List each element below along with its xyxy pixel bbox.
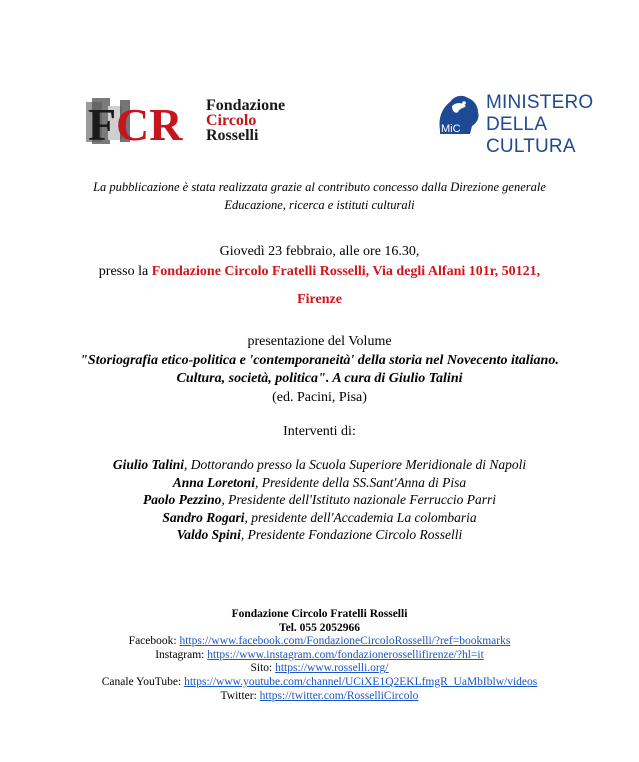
fcr-word-rosselli: Rosselli xyxy=(206,127,259,144)
credit-line-1: La pubblicazione è stata realizzata grazie al contributo concesso dalla Direzione generale xyxy=(93,180,546,194)
site-label: Sito: xyxy=(250,662,276,675)
speaker-role: , Presidente dell'Istituto nazionale Ferruccio Parri xyxy=(221,492,496,507)
event-date: Giovedì 23 febbraio, alle ore 16.30, xyxy=(219,244,420,259)
mic-emblem-icon xyxy=(436,90,482,136)
speaker-name: Sandro Rogari xyxy=(162,509,245,525)
facebook-link[interactable]: https://www.facebook.com/FondazioneCircoloRosselli/?ref=bookmarks xyxy=(179,635,511,648)
speaker-role: , Dottorando presso la Scuola Superiore Meridionale di Napoli xyxy=(184,457,527,472)
speaker-item xyxy=(0,509,639,527)
funding-credit xyxy=(0,178,639,214)
speaker-name: Anna Loretoni xyxy=(172,474,255,490)
mic-logo xyxy=(436,90,594,157)
book-title-line-1: "Storiografia etico-politica e 'contemporaneità' della storia nel Novecento italiano. xyxy=(80,353,559,368)
instagram-label: Instagram: xyxy=(155,648,208,661)
contact-footer xyxy=(0,608,639,703)
event-details xyxy=(0,242,639,310)
footer-org: Fondazione Circolo Fratelli Rosselli xyxy=(231,608,408,620)
speaker-item xyxy=(0,456,639,474)
speakers-list xyxy=(0,456,639,544)
speaker-name: Valdo Spini xyxy=(176,527,241,542)
instagram-link[interactable]: https://www.instagram.com/fondazionerossellifirenze/?hl=it xyxy=(207,648,484,661)
twitter-link[interactable]: https://twitter.com/RosselliCircolo xyxy=(259,689,419,702)
event-venue: Fondazione Circolo Fratelli Rosselli, Via degli Alfani 101r, 50121, xyxy=(151,264,541,279)
event-venue-line xyxy=(0,262,639,282)
speaker-role: , Presidente della SS.Sant'Anna di Pisa xyxy=(254,474,467,490)
mic-line-della: DELLA xyxy=(486,114,548,135)
footer-instagram xyxy=(0,649,639,663)
footer-site xyxy=(0,662,639,676)
site-link[interactable]: https://www.rosselli.org/ xyxy=(275,662,389,675)
fcr-word-fondazione: Fondazione xyxy=(206,97,286,114)
event-city: Firenze xyxy=(297,292,342,307)
footer-tel: Tel. 055 2052966 xyxy=(278,621,361,634)
footer-youtube xyxy=(0,676,639,690)
fcr-mark-icon xyxy=(86,96,202,148)
mic-line-ministero: MINISTERO xyxy=(486,92,594,113)
youtube-link[interactable]: https://www.youtube.com/channel/UCiXE1Q2EKLfmgR_UaMbIblw/videos xyxy=(184,675,538,688)
book-title-line-2: Cultura, società, politica". A cura di Giulio Talini xyxy=(176,371,463,386)
fcr-mark-f: F xyxy=(88,99,117,148)
fcr-mark-cr: CR xyxy=(116,99,183,148)
speaker-role: , presidente dell'Accademia La colombaria xyxy=(244,509,477,525)
book-presentation xyxy=(0,332,639,408)
footer-twitter xyxy=(0,690,639,704)
fcr-wordmark xyxy=(206,98,285,143)
fcr-logo xyxy=(86,96,316,152)
book-publisher: (ed. Pacini, Pisa) xyxy=(272,390,367,405)
footer-facebook xyxy=(0,635,639,649)
speaker-name: Paolo Pezzino xyxy=(143,492,222,507)
fcr-word-circolo: Circolo xyxy=(206,112,257,129)
speakers-heading: Interventi di: xyxy=(283,424,356,439)
mic-line-cultura: CULTURA xyxy=(486,136,576,157)
speaker-item xyxy=(0,526,639,544)
mic-wordmark xyxy=(486,92,593,158)
youtube-label: Canale YouTube: xyxy=(101,675,185,688)
speaker-name: Giulio Talini xyxy=(112,457,185,472)
speaker-role: , Presidente Fondazione Circolo Rosselli xyxy=(240,527,463,542)
event-presso: presso la xyxy=(98,264,152,279)
speaker-item xyxy=(0,474,639,492)
facebook-label: Facebook: xyxy=(128,635,180,648)
mic-badge: MiC xyxy=(441,123,461,135)
twitter-label: Twitter: xyxy=(220,689,260,702)
speaker-item xyxy=(0,491,639,509)
book-intro: presentazione del Volume xyxy=(247,334,392,349)
credit-line-2: Educazione, ricerca e istituti culturali xyxy=(224,198,415,212)
